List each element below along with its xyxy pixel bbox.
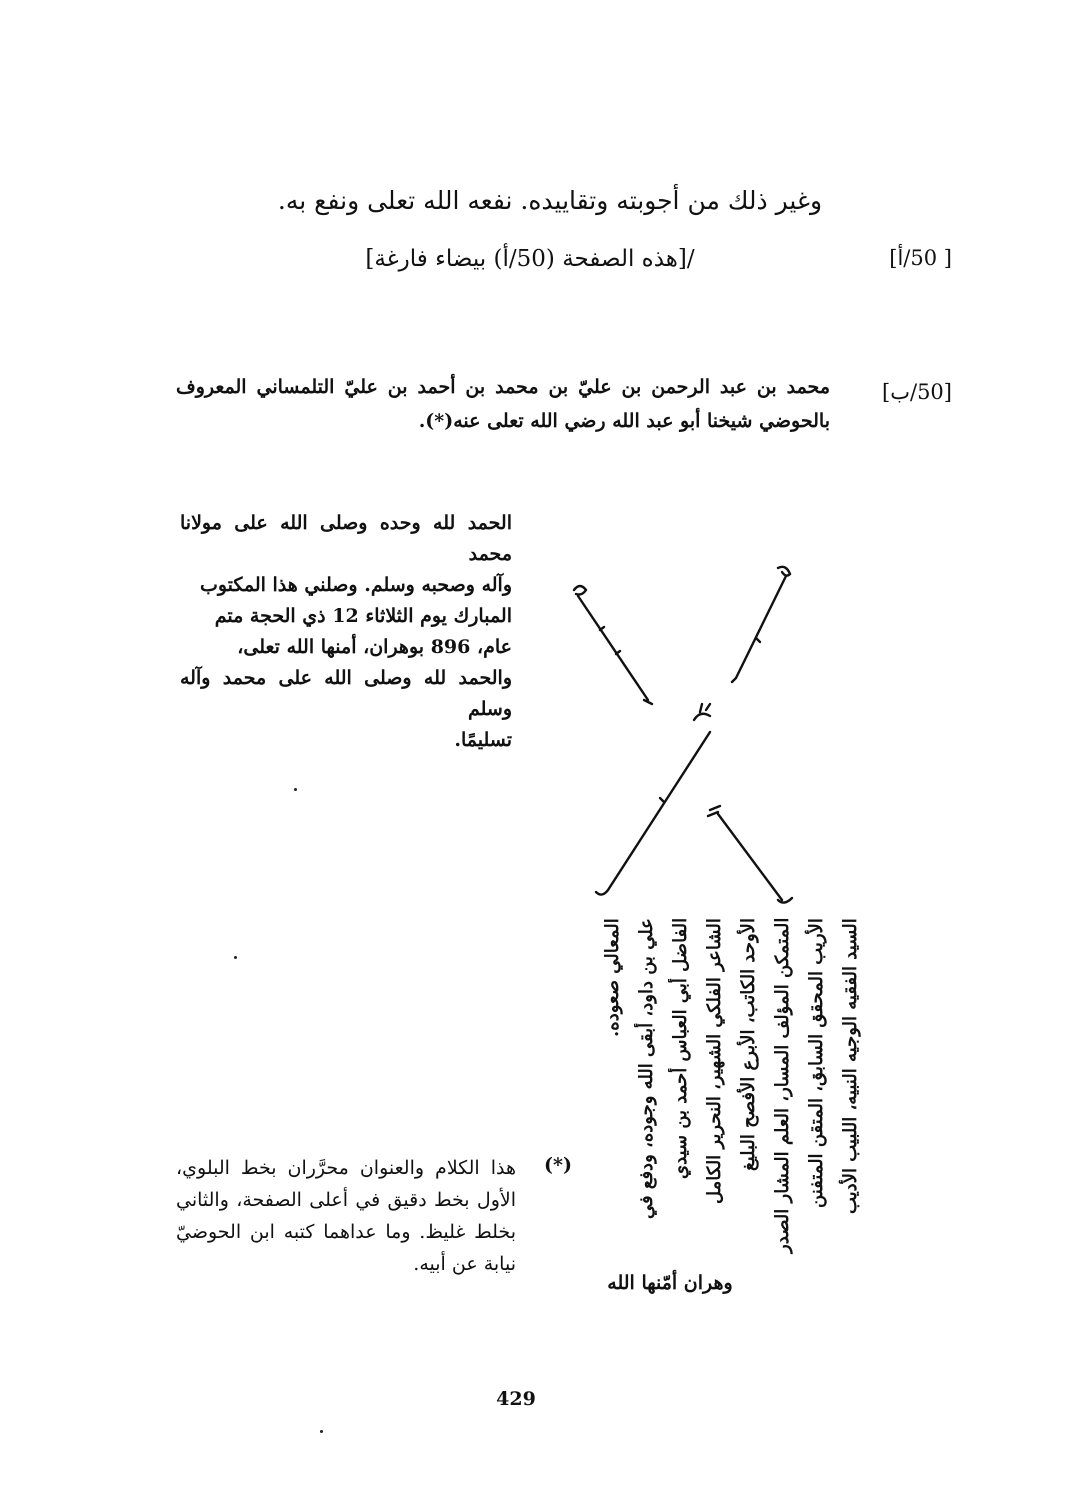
colophon-line: وآله وصحبه وسلم. وصلني هذا المكتوب	[199, 574, 512, 596]
scan-speck	[320, 1430, 323, 1433]
footnote-marker: (*)	[544, 1154, 572, 1176]
colophon-line: المبارك يوم الثلاثاء 12 ذي الحجة متم	[214, 605, 512, 627]
address-block	[592, 918, 872, 1258]
page-number: 429	[496, 1388, 536, 1410]
scan-speck	[234, 956, 237, 959]
blank-page-note: /[هذه الصفحة (50/أ) بيضاء فارغة]	[365, 246, 695, 272]
colophon-line: والحمد لله وصلى الله على محمد وآله وسلم	[180, 667, 512, 720]
address-line: علي بن داود، أبقى الله وجوده، ودفع في	[636, 918, 657, 1219]
address-line: الأوحد الكاتب، الأبرع الأفصح البليغ	[738, 918, 759, 1171]
folio-marker-50a: [ 50/أ]	[889, 246, 952, 270]
seal-scribble-drawing	[560, 560, 820, 920]
address-line: الفاضل أبي العباس أحمد بن سيدي	[670, 918, 691, 1180]
top-line: وغير ذلك من أجوبته وتقاييده. نفعه الله تعلى ونفع به.	[277, 186, 823, 215]
folio-marker-50b: [50/ب]	[882, 380, 952, 404]
colophon-note	[180, 508, 512, 756]
entry-heading: محمد بن عبد الرحمن بن عليّ بن محمد بن أحمد بن عليّ التلمساني المعروف بالحوضي شيخنا أبو عبد الله رضي الله تعلى عنه(*).	[176, 376, 830, 432]
footnote-text: هذا الكلام والعنوان محرَّران بخط البلوي، الأول بخط دقيق في أعلى الصفحة، والثاني بخلط غليظ. وما عداهما كتبه ابن الحوضيّ نيابة عن أبيه.	[176, 1157, 516, 1275]
scan-speck	[294, 788, 297, 791]
colophon-line: تسليمًا.	[454, 729, 512, 751]
address-line: المعالي صعوده.	[602, 918, 623, 1037]
address-line: الأريب المحقق السابق، المتقن المتفنن	[806, 918, 827, 1208]
colophon-line: عام، 896 بوهران، أمنها الله تعلى،	[237, 636, 512, 658]
address-place: وهران أمّنها الله	[607, 1272, 733, 1294]
address-line: المتمكن المؤلف المسار، العلم المشار الصدر	[772, 918, 793, 1254]
address-line: السيد الفقيه الوجيه النبيه، اللبيب الأديب	[840, 918, 861, 1214]
address-line: الشاعر الفلكي الشهير، النحرير الكامل	[704, 918, 725, 1204]
colophon-line: الحمد لله وحده وصلى الله على مولانا محمد	[180, 512, 512, 565]
